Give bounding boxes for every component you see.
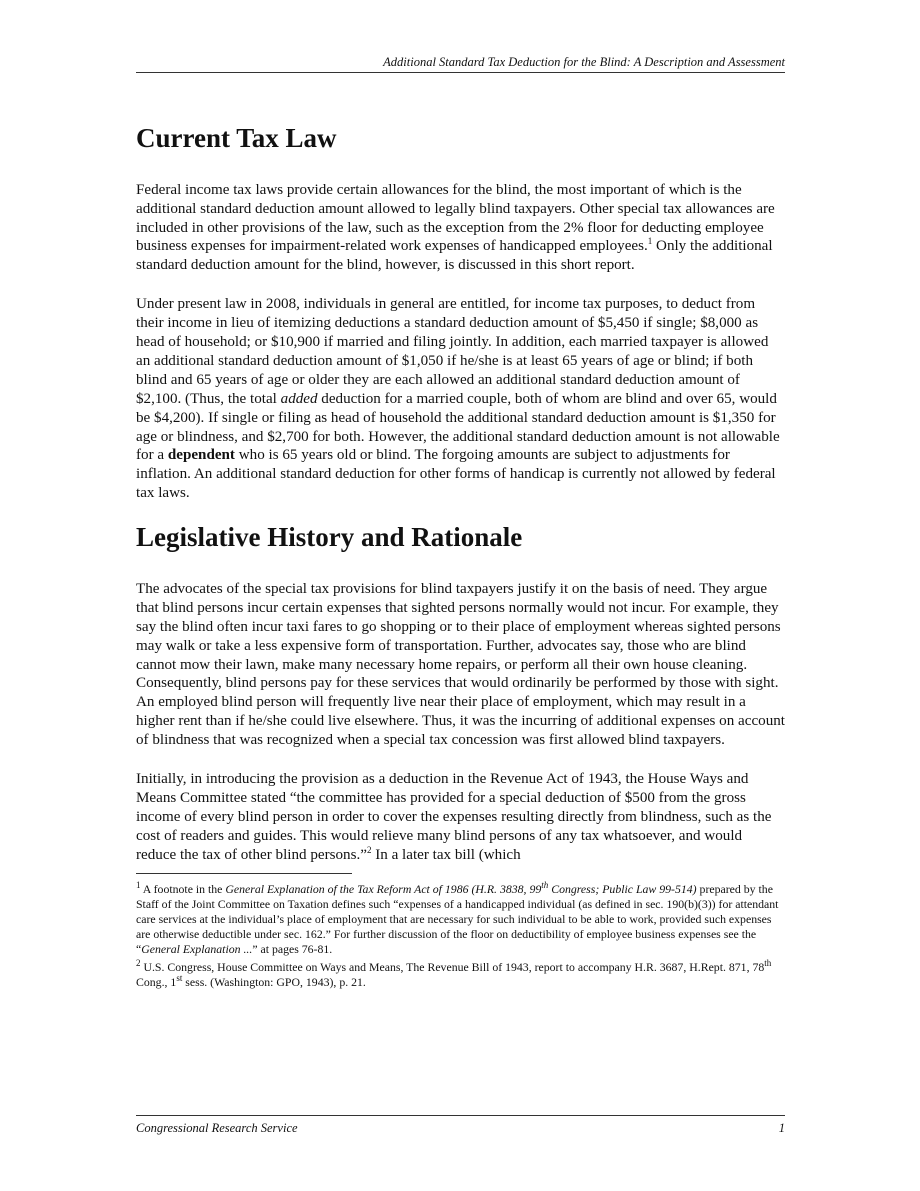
page-content — [136, 124, 785, 993]
footer-org: Congressional Research Service — [136, 1121, 298, 1135]
page-footer — [136, 1121, 785, 1136]
header-rule — [136, 72, 785, 73]
footnote-1: $^1$ A footnote in the General Explanation of the Tax Reform Act of 1986 (H.R. 3838, 99th Congress; Public Law 99-514) prepared by the Staff of the Joint Committee on Taxation defines such “expenses of a handicapped individual (as defined in sec. 190(b)(3)) for attendant care services at the individual’s place of employment that are necessary for such individual to be able to work, provided such expenses are otherwise deductible under sec. 162.” For further discussion of the floor on deductibility of employee business expenses see the “General Explanation ...” at pages 76-81. — [136, 879, 779, 956]
section-heading-legislative-history: Legislative History and Rationale — [136, 522, 523, 553]
footnote-2: $^2$ U.S. Congress, House Committee on Ways and Means, The Revenue Bill of 1943, report to accompany H.R. 3687, H.Rept. 871, 78th Cong., 1st sess. (Washington: GPO, 1943), p. 21. — [136, 957, 772, 989]
paragraph: The advocates of the special tax provisions for blind taxpayers justify it on the basis of need. They argue that blind persons incur certain expenses that sighted persons normally would not incur. For example, they say the blind often incur taxi fares to go shopping or to their place of employment whereas sighted persons may walk or take a less expensive form of transportation. Further, advocates say, those who are blind cannot mow their lawn, make many necessary home repairs, or perform all their own house cleaning. Consequently, blind persons pay for these services that would ordinarily be performed by those with sight. An employed blind person will frequently live near their place of employment, which may result in a higher rent than if he/she could live elsewhere. Thus, it was the incurring of additional expenses on account of blindness that was recognized when a special tax concession was first allowed blind taxpayers. — [136, 580, 785, 749]
footnote-ref[interactable]: 2 — [366, 844, 372, 855]
paragraph: Under present law in 2008, individuals in general are entitled, for income tax purposes, to deduct from their income in lieu of itemizing deductions a standard deduction amount of $5,450 if single; $8,000 as head of household; or $10,900 if married and filing jointly. In addition, each married taxpayer is allowed an additional standard deduction amount of $1,050 if he/she is at least 65 years of age or blind; if both blind and 65 years of age or older they are each allowed an additional standard deduction amount of $2,100. (Thus, the total added deduction for a married couple, both of whom are blind and over 65, would be $4,200). If single or filing as head of household the additional standard deduction amount is $1,350 for age or blindness, and $2,700 for both. However, the additional standard deduction amount is not allowable for a dependent who is 65 years old or blind. The forgoing amounts are subject to adjustments for inflation. An additional standard deduction for other forms of handicap is currently not allowed by federal tax laws. — [136, 296, 780, 502]
footnote-ref[interactable]: 1 — [647, 236, 653, 247]
footnote-rule — [136, 873, 352, 874]
running-header: Additional Standard Tax Deduction for the Blind: A Description and Assessment — [383, 55, 785, 69]
page-number: 1 — [778, 1121, 785, 1135]
footer-rule — [136, 1115, 785, 1116]
paragraph: Federal income tax laws provide certain allowances for the blind, the most important of which is the additional standard deduction amount allowed to legally blind taxpayers. Other special tax allowances are included in other provisions of the law, such as the exception from the 2% floor for deducting employee business expenses for impairment-related work expenses of handicapped employees.$^1$ Only the additional standard deduction amount for the blind, however, is discussed in this short report. — [136, 181, 775, 274]
section-heading-current-tax-law: Current Tax Law — [136, 123, 337, 153]
paragraph: Initially, in introducing the provision as a deduction in the Revenue Act of 1943, the House Ways and Means Committee stated “the committee has provided for a special deduction of $500 from the gross income of every blind person in order to cover the expenses resulting directly from blindness, such as the cost of readers and guides. This would relieve many blind persons of any tax whatsoever, and would reduce the tax of other blind persons.”$^2$ In a later tax bill (which — [136, 771, 772, 863]
